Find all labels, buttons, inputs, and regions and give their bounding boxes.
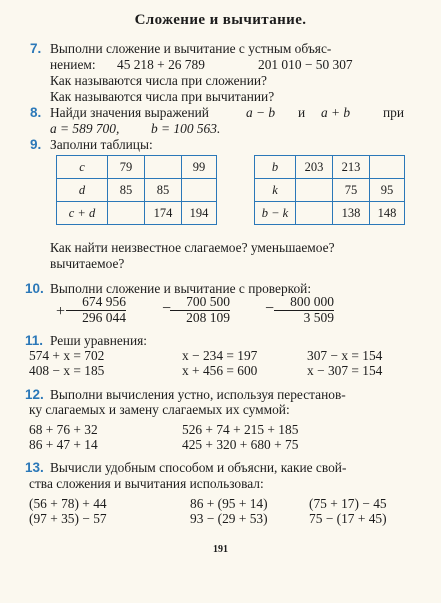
question: Как найти неизвестное слагаемое? уменьшаемое? [50, 240, 335, 255]
task-number: 13. [25, 460, 44, 475]
addend-top: 674 956 [82, 294, 126, 309]
table-cell: k [255, 179, 296, 202]
table-cell: b − k [255, 202, 296, 225]
expression: a + b [321, 105, 351, 120]
equation: 307 − x = 154 [307, 348, 383, 363]
expression: (75 + 17) − 45 [309, 496, 387, 511]
task-text: и [298, 105, 306, 120]
table-cell: 75 [333, 179, 370, 202]
expression: 75 − (17 + 45) [309, 511, 387, 526]
task-text: Реши уравнения: [50, 333, 148, 348]
table-cell: 148 [370, 202, 405, 225]
task-text: при [383, 105, 405, 120]
expression: 425 + 320 + 680 + 75 [182, 437, 299, 452]
question: вычитаемое? [50, 256, 125, 271]
table-cell: 79 [108, 156, 145, 179]
table-cell [182, 179, 217, 202]
task-text: Выполни сложение и вычитание с проверкой: [50, 281, 312, 296]
expression: 86 + (95 + 14) [190, 496, 268, 511]
table-cell: 85 [108, 179, 145, 202]
expression: b = 100 563. [151, 121, 221, 136]
table-cell: 174 [145, 202, 182, 225]
task-text: Заполни таблицы: [50, 137, 153, 152]
addend-bottom: 296 044 [66, 310, 126, 325]
operation-sign: − [162, 300, 172, 317]
table-cell: 213 [333, 156, 370, 179]
table-cell: 194 [182, 202, 217, 225]
page-number: 191 [213, 544, 228, 555]
table-cell: 85 [145, 179, 182, 202]
table-cell [145, 156, 182, 179]
table-cell [108, 202, 145, 225]
subtrahend: 3 509 [274, 310, 334, 325]
table-cell: 99 [182, 156, 217, 179]
equation: x − 234 = 197 [182, 348, 258, 363]
table-cell: c [57, 156, 108, 179]
task-text: нением: [50, 57, 96, 72]
table-cell: d [57, 179, 108, 202]
table-cell [296, 179, 333, 202]
page-title: Сложение и вычитание. [134, 12, 307, 28]
task-text: ства сложения и вычитания использовал: [29, 476, 264, 491]
equation: 574 + x = 702 [29, 348, 105, 363]
task-number: 7. [30, 41, 42, 56]
expression: 526 + 74 + 215 + 185 [182, 422, 299, 437]
expression: 86 + 47 + 14 [29, 437, 98, 452]
table-cell: c + d [57, 202, 108, 225]
expression: (97 + 35) − 57 [29, 511, 107, 526]
expression: 68 + 76 + 32 [29, 422, 98, 437]
equation: x + 456 = 600 [182, 363, 258, 378]
table-cell [296, 202, 333, 225]
expression: 45 218 + 26 789 [117, 57, 205, 72]
expression: (56 + 78) + 44 [29, 496, 107, 511]
task-text: ку слагаемых и замену слагаемых их суммой: [29, 402, 290, 417]
task-number: 8. [30, 105, 42, 120]
minuend: 800 000 [290, 294, 334, 309]
fill-table-2 [254, 155, 405, 225]
question: Как называются числа при вычитании? [50, 89, 275, 104]
expression: 93 − (29 + 53) [190, 511, 268, 526]
task-text: Найди значения выражений [50, 105, 209, 120]
expression: 201 010 − 50 307 [258, 57, 353, 72]
expression: a − b [246, 105, 276, 120]
table-cell: 203 [296, 156, 333, 179]
operation-sign: + [56, 303, 66, 320]
subtrahend: 208 109 [170, 310, 230, 325]
table-cell: 95 [370, 179, 405, 202]
expression: a = 589 700, [50, 121, 120, 136]
table-cell [370, 156, 405, 179]
minuend: 700 500 [186, 294, 230, 309]
equation: 408 − x = 185 [29, 363, 105, 378]
equation: x − 307 = 154 [307, 363, 383, 378]
task-number: 11. [25, 333, 44, 348]
question: Как называются числа при сложении? [50, 73, 267, 88]
task-text: Выполни сложение и вычитание с устным объяс- [50, 41, 332, 56]
table-cell: b [255, 156, 296, 179]
fill-table-1 [56, 155, 217, 225]
task-number: 10. [25, 281, 44, 296]
task-number: 9. [30, 137, 42, 152]
table-cell: 138 [333, 202, 370, 225]
task-text: Вычисли удобным способом и объясни, какие свой- [50, 460, 347, 475]
operation-sign: − [265, 300, 275, 317]
task-text: Выполни вычисления устно, используя перестанов- [50, 387, 346, 402]
task-number: 12. [25, 387, 44, 402]
